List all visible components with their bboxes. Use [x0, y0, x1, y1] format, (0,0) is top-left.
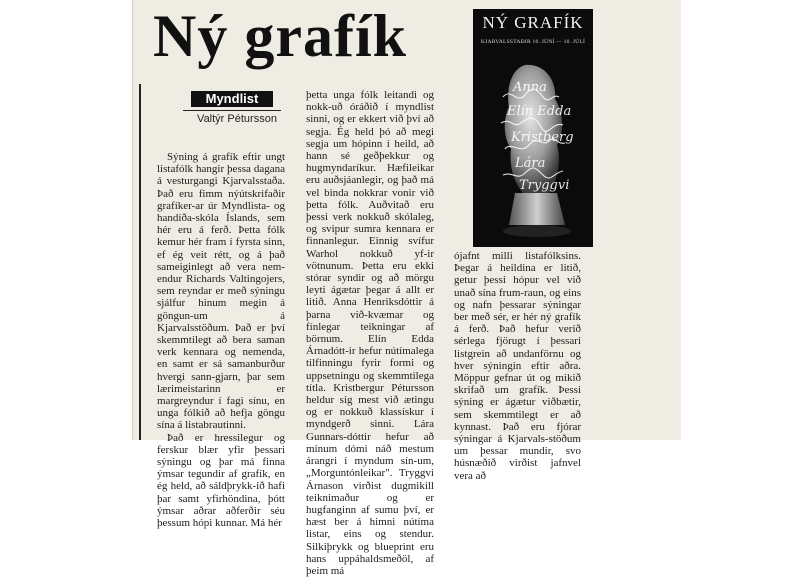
poster-sculpture-image [473, 49, 593, 247]
article-column-3 [454, 250, 581, 482]
article-column-2 [306, 89, 434, 577]
poster-scribble-word: Elín Edda [507, 104, 572, 119]
paragraph: ójafnt milli listafólksins. Þegar á heildina er litið, getur þessi hópur vel við unað sína frum-raun, og eins og nafn þessarar sýningar ber með sér, er hér ný grafík á ferð. Það hefur verið sérlega fjörugt í þessari listgrein að undanförnu og hver sýningin eftir aðra. Möppur gefnar út og mikið skrifað um grafík. Þessi sýning er ágætur viðbætir, sem skemmtilegt er að kynnast. Það eru fjórar sýningar á Kjarvals-stöðum um þessar mundir, svo húsnæðið virðist jafnvel vera að [454, 250, 581, 482]
poster-scribble-word: Lára [515, 156, 546, 171]
byline: Valtýr Pétursson [197, 113, 277, 125]
poster-title: NÝ GRAFÍK [482, 13, 584, 32]
poster-scribble-word: Tryggvi [519, 178, 570, 193]
paragraph: Sýning á grafík eftir ungt listafólk hangir þessa dagana á vesturgangi Kjarvalsstaða. Það eru fimm nýútskrifaðir grafíker-ar úr Myndlista- og handíða-skóla Íslands, sem hér eru á ferð. Þetta fólk kemur hér fram í fyrsta sinn, ef ég veit rétt, og á það sameiginlegt að vera nem-endur Richards Valtingojers, sem reyndar er með sýningu sjálfur hinum megin á göngun-um á Kjarvalsstöðum. Það er því skemmtilegt að bera saman verk kennara og nemenda, en samt er sá samanburður hvergi sann-gjarn, þar sem lærimeistarinn er margreyndur í fagi sínu, en unga fólkið að hefja göngu sína á listabrautinni. [157, 151, 285, 432]
poster-scribble-word: Kristberg [511, 130, 574, 145]
section-underline [183, 110, 281, 111]
column-rule [139, 84, 141, 440]
paragraph: Það er hressilegur og ferskur blær yfir þessari sýningu og þar má finna ýmsar tegundir af grafík, en ég held, að sáldþrykk-ið hafi þar samt yfirhöndina, þótt ýmsar aðrar aðferðir séu þessum hópi kunnar. Má hér [157, 431, 285, 530]
headline: Ný grafík [153, 3, 407, 69]
paragraph: þetta unga fólk leitandi og nokk-uð óráðið í myndlist sinni, og er ekkert við því að segja. Ég held þó að megi segja um hópinn í heild, að hann sé geðþekkur og hugmyndaríkur. Hæfileikar eru auðsjáanlegir, og það má vel binda nokkrar vonir við þetta fólk. Auðvitað eru þessi verk nokkuð skólaleg, og svipur sumra kennara er finnanlegur. Einnig svífur Warhol nokkuð yf-ir vötnunum. Þetta eru ekki stórar syndir og að mörgu leyti ágætar þegar á allt er litið. Anna Henriksdóttir á þarna við-kvæmar og fínlegar teikningar af börnum. Elín Edda Árnadótt-ir hefur nútímalega tilfinningu fyrir formi og uppsetningu og skemmtilega títla. Kristbergur Pétursson heldur sig mest við ætingu og er nokkuð klassískur í myndgerð sinni. Lára Gunnars-dóttir hefur að mínum dómi náð mestum árangri í myndum sín-um, „Morguntónleikar". Tryggvi Árnason virðist dugmikill teiknimaður og er hugfanginn af sumu því, er hæst ber á himni nútíma listar, eins og stendur. Silkiþrykk og blueprint eru hans uppáhaldsmeðöl, af þeim má [306, 89, 434, 577]
section-tag: Myndlist [191, 91, 273, 107]
poster-scribble-word: Anna [513, 80, 547, 95]
exhibition-poster [473, 9, 593, 247]
article-column-1 [157, 151, 285, 529]
newspaper-clipping [132, 0, 681, 577]
poster-subtitle: KJARVALSSTAÐIR 16. JÚNÍ — 10. JÚLÍ [480, 39, 586, 45]
